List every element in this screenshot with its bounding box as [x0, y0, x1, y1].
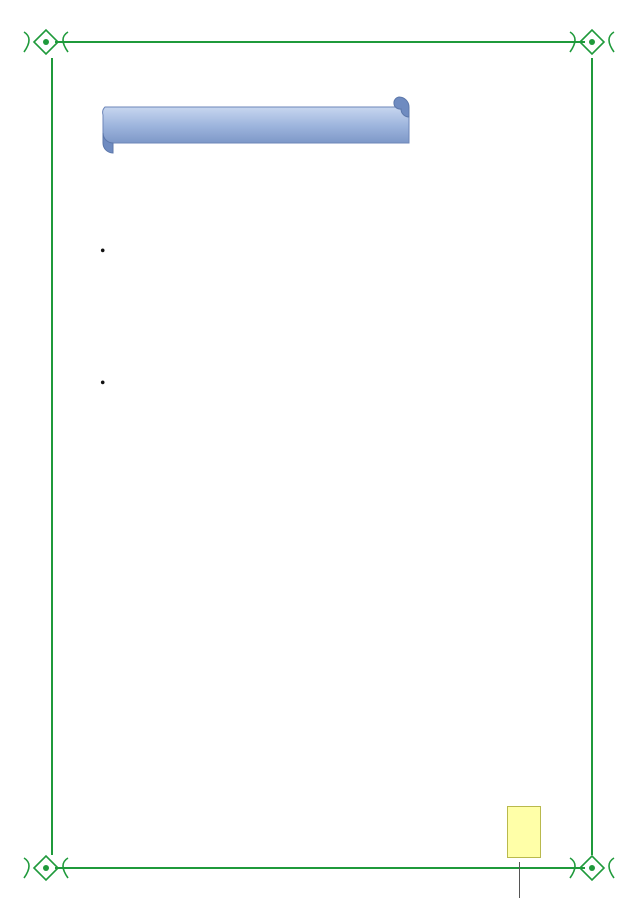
bullet-icon: •	[100, 375, 106, 392]
page-number-box	[507, 806, 541, 858]
bullet-icon: •	[100, 243, 106, 260]
page-divider-line	[519, 862, 520, 898]
section-scroll-banner	[93, 95, 417, 157]
